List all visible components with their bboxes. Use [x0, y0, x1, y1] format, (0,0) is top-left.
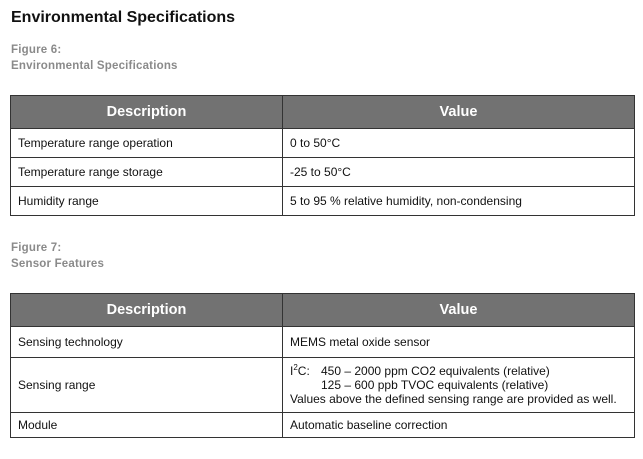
table-row — [11, 187, 635, 216]
row-value: MEMS metal oxide sensor — [283, 327, 635, 358]
page-title: Environmental Specifications — [11, 9, 236, 26]
row-value: -25 to 50°C — [283, 158, 635, 187]
table-row — [11, 158, 635, 187]
table-header-row — [11, 294, 635, 327]
sensing-range-value — [290, 364, 627, 406]
row-description: Module — [11, 413, 283, 438]
table-row — [11, 358, 635, 413]
row-description: Temperature range operation — [11, 129, 283, 158]
row-value: 0 to 50°C — [283, 129, 635, 158]
column-header-description: Description — [11, 294, 283, 327]
sensing-range-line-co2: $I^2C$: 450 – 2000 ppm CO2 equivalents (relative) — [290, 363, 550, 378]
row-value: 5 to 95 % relative humidity, non-condensing — [283, 187, 635, 216]
row-description: Humidity range — [11, 187, 283, 216]
figure-7-label: Figure 7: — [11, 242, 62, 254]
table-row — [11, 327, 635, 358]
figure-7-title: Sensor Features — [11, 258, 105, 270]
figure-6-title: Environmental Specifications — [11, 60, 178, 72]
row-value — [283, 358, 635, 413]
row-value: Automatic baseline correction — [283, 413, 635, 438]
column-header-description: Description — [11, 96, 283, 129]
figure-7-caption — [11, 240, 104, 272]
row-description: Sensing technology — [11, 327, 283, 358]
sensing-range-line-tvoc: 125 – 600 ppb TVOC equivalents (relative) — [321, 378, 549, 392]
column-header-value: Value — [283, 96, 635, 129]
sensor-features-table — [10, 293, 635, 438]
column-header-value: Value — [283, 294, 635, 327]
i2c-label: $I^2C$: — [290, 363, 310, 378]
figure-6-label: Figure 6: — [11, 44, 62, 56]
row-description: Temperature range storage — [11, 158, 283, 187]
table-row — [11, 413, 635, 438]
environmental-specifications-table — [10, 95, 635, 216]
row-description: Sensing range — [11, 358, 283, 413]
figure-6-caption — [11, 42, 178, 74]
table-header-row — [11, 96, 635, 129]
table-row — [11, 129, 635, 158]
sensing-range-note: Values above the defined sensing range are provided as well. — [290, 392, 617, 406]
